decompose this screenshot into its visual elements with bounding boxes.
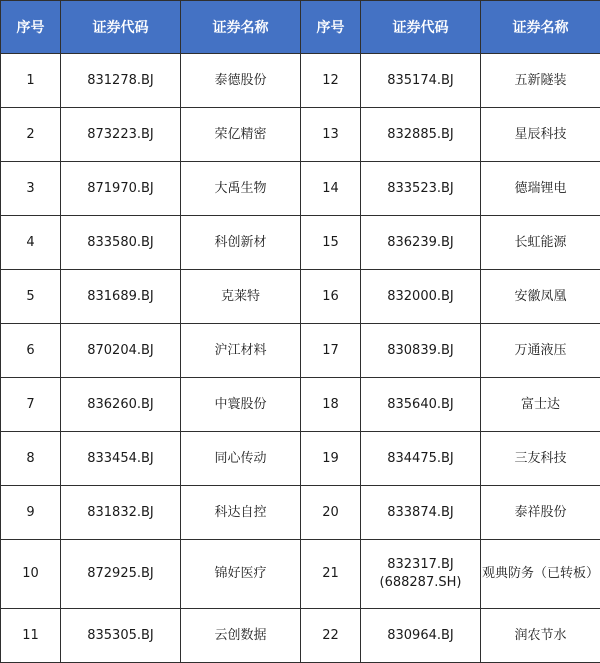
index-cell: 11 [1,609,61,663]
name-cell: 中寰股份 [181,378,301,432]
table-row [1,540,600,609]
name-cell: 泰祥股份 [481,486,600,540]
table-row [1,108,600,162]
code-cell: 831278.BJ [61,54,181,108]
name-cell: 长虹能源 [481,216,600,270]
name-cell: 万通液压 [481,324,600,378]
name-cell: 荣亿精密 [181,108,301,162]
header-name-left: 证券名称 [181,1,301,54]
code-cell: 833580.BJ [61,216,181,270]
code-cell: 831689.BJ [61,270,181,324]
name-cell: 同心传动 [181,432,301,486]
header-name-right: 证券名称 [481,1,600,54]
index-cell: 15 [301,216,361,270]
code-cell: 835640.BJ [361,378,481,432]
table-row [1,609,600,663]
code-cell: 833523.BJ [361,162,481,216]
name-cell: 富士达 [481,378,600,432]
name-cell: 科创新材 [181,216,301,270]
index-cell: 18 [301,378,361,432]
name-cell: 云创数据 [181,609,301,663]
code-cell: 836260.BJ [61,378,181,432]
index-cell: 9 [1,486,61,540]
code-cell: 871970.BJ [61,162,181,216]
code-secondary: (688287.SH) [361,574,480,592]
header-code-left: 证券代码 [61,1,181,54]
name-cell: 星辰科技 [481,108,600,162]
code-cell: 834475.BJ [361,432,481,486]
code-primary: 832317.BJ [361,556,480,574]
index-cell: 1 [1,54,61,108]
code-cell: 832885.BJ [361,108,481,162]
name-cell: 五新隧装 [481,54,600,108]
index-cell: 16 [301,270,361,324]
header-row [1,1,600,54]
index-cell: 13 [301,108,361,162]
code-cell: 870204.BJ [61,324,181,378]
code-cell: 833874.BJ [361,486,481,540]
name-cell: 观典防务（已转板） [481,540,600,609]
index-cell: 6 [1,324,61,378]
table-row [1,378,600,432]
index-cell: 7 [1,378,61,432]
header-index-right: 序号 [301,1,361,54]
code-cell: 831832.BJ [61,486,181,540]
code-cell: 833454.BJ [61,432,181,486]
table-row [1,324,600,378]
code-cell: 836239.BJ [361,216,481,270]
index-cell: 12 [301,54,361,108]
index-cell: 4 [1,216,61,270]
code-cell: 830839.BJ [361,324,481,378]
code-cell [361,540,481,609]
header-index-left: 序号 [1,1,61,54]
index-cell: 22 [301,609,361,663]
index-cell: 14 [301,162,361,216]
name-cell: 德瑞锂电 [481,162,600,216]
name-cell: 克莱特 [181,270,301,324]
index-cell: 17 [301,324,361,378]
table-row [1,54,600,108]
name-cell: 润农节水 [481,609,600,663]
table-row [1,432,600,486]
index-cell: 3 [1,162,61,216]
code-cell: 873223.BJ [61,108,181,162]
code-cell: 830964.BJ [361,609,481,663]
table-body [1,54,600,663]
header-code-right: 证券代码 [361,1,481,54]
index-cell: 19 [301,432,361,486]
index-cell: 10 [1,540,61,609]
name-cell: 三友科技 [481,432,600,486]
name-cell: 沪江材料 [181,324,301,378]
code-cell: 832000.BJ [361,270,481,324]
name-cell: 泰德股份 [181,54,301,108]
code-cell: 835305.BJ [61,609,181,663]
index-cell: 21 [301,540,361,609]
table-row [1,162,600,216]
name-cell: 大禹生物 [181,162,301,216]
name-cell: 锦好医疗 [181,540,301,609]
index-cell: 8 [1,432,61,486]
code-cell: 872925.BJ [61,540,181,609]
index-cell: 2 [1,108,61,162]
name-cell: 科达自控 [181,486,301,540]
table-row [1,216,600,270]
name-cell: 安徽凤凰 [481,270,600,324]
table-row [1,270,600,324]
index-cell: 5 [1,270,61,324]
table-row [1,486,600,540]
index-cell: 20 [301,486,361,540]
code-cell: 835174.BJ [361,54,481,108]
